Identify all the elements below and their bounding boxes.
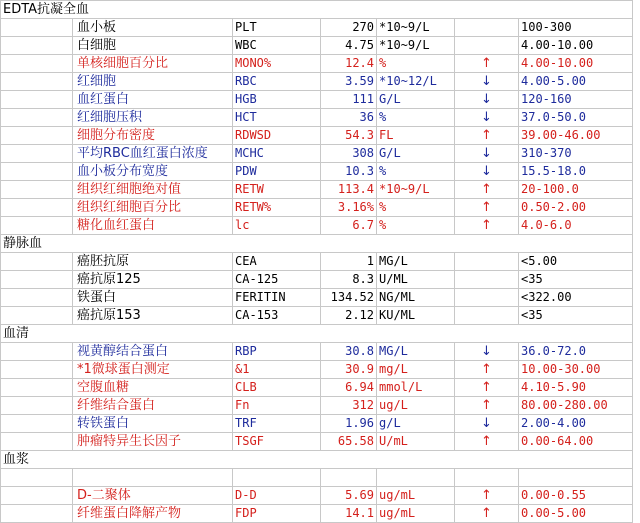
test-unit: [377, 469, 455, 487]
abnormal-flag: ↑: [455, 397, 519, 415]
reference-range: 0.50-2.00: [519, 199, 633, 217]
row-spacer-cell: [1, 55, 73, 73]
test-name: 组织红细胞绝对值: [73, 181, 233, 199]
test-unit: mg/L: [377, 361, 455, 379]
table-row: [1, 253, 633, 271]
test-name: 癌胚抗原: [73, 253, 233, 271]
table-row: [1, 271, 633, 289]
abnormal-flag: ↑: [455, 181, 519, 199]
row-spacer-cell: [1, 217, 73, 235]
abnormal-flag: [455, 289, 519, 307]
reference-range: 10.00-30.00: [519, 361, 633, 379]
row-spacer-cell: [1, 127, 73, 145]
reference-range: <322.00: [519, 289, 633, 307]
table-row: [1, 109, 633, 127]
row-spacer-cell: [1, 271, 73, 289]
abnormal-flag: ↓: [455, 343, 519, 361]
test-unit: %: [377, 199, 455, 217]
row-spacer-cell: [1, 199, 73, 217]
test-code: TSGF: [233, 433, 321, 451]
table-row: [1, 361, 633, 379]
test-code: D-D: [233, 487, 321, 505]
test-name: 血小板分布宽度: [73, 163, 233, 181]
test-code: CA-125: [233, 271, 321, 289]
abnormal-flag: [455, 469, 519, 487]
abnormal-flag: ↓: [455, 73, 519, 91]
test-name: 铁蛋白: [73, 289, 233, 307]
test-value: 30.9: [321, 361, 377, 379]
row-spacer-cell: [1, 487, 73, 505]
test-value: 2.12: [321, 307, 377, 325]
table-row: [1, 307, 633, 325]
row-spacer-cell: [1, 73, 73, 91]
test-unit: *10~9/L: [377, 37, 455, 55]
reference-range: 4.10-5.90: [519, 379, 633, 397]
test-code: &1: [233, 361, 321, 379]
test-code: Fn: [233, 397, 321, 415]
test-value: 65.58: [321, 433, 377, 451]
row-spacer-cell: [1, 181, 73, 199]
section-title: 血清: [1, 325, 633, 343]
row-spacer-cell: [1, 307, 73, 325]
test-name: 肿瘤特异生长因子: [73, 433, 233, 451]
table-row: [1, 181, 633, 199]
table-row: [1, 217, 633, 235]
test-code: [233, 469, 321, 487]
reference-range: 80.00-280.00: [519, 397, 633, 415]
abnormal-flag: [455, 271, 519, 289]
row-spacer-cell: [1, 343, 73, 361]
table-row: [1, 37, 633, 55]
test-name: 癌抗原125: [73, 271, 233, 289]
test-unit: ug/mL: [377, 505, 455, 523]
test-code: lc: [233, 217, 321, 235]
table-row: [1, 163, 633, 181]
test-name: 血红蛋白: [73, 91, 233, 109]
test-name: 癌抗原153: [73, 307, 233, 325]
test-name: 白细胞: [73, 37, 233, 55]
reference-range: <35: [519, 307, 633, 325]
test-unit: U/mL: [377, 433, 455, 451]
abnormal-flag: ↑: [455, 361, 519, 379]
test-name: D-二聚体: [73, 487, 233, 505]
test-unit: NG/ML: [377, 289, 455, 307]
reference-range: 39.00-46.00: [519, 127, 633, 145]
test-unit: %: [377, 55, 455, 73]
test-value: 134.52: [321, 289, 377, 307]
reference-range: 15.5-18.0: [519, 163, 633, 181]
test-unit: g/L: [377, 415, 455, 433]
abnormal-flag: ↑: [455, 127, 519, 145]
table-row: [1, 397, 633, 415]
test-name: 纤维蛋白降解产物: [73, 505, 233, 523]
reference-range: 37.0-50.0: [519, 109, 633, 127]
reference-range: <35: [519, 271, 633, 289]
test-code: CA-153: [233, 307, 321, 325]
test-code: CEA: [233, 253, 321, 271]
test-code: HCT: [233, 109, 321, 127]
test-unit: ug/mL: [377, 487, 455, 505]
test-value: 1.96: [321, 415, 377, 433]
test-unit: %: [377, 109, 455, 127]
row-spacer-cell: [1, 379, 73, 397]
test-value: 6.94: [321, 379, 377, 397]
test-value: 113.4: [321, 181, 377, 199]
test-unit: *10~12/L: [377, 73, 455, 91]
section-title: 血浆: [1, 451, 633, 469]
abnormal-flag: [455, 307, 519, 325]
test-unit: MG/L: [377, 253, 455, 271]
reference-range: 0.00-64.00: [519, 433, 633, 451]
table-row: [1, 487, 633, 505]
lab-results-body: [1, 1, 633, 523]
table-row: [1, 127, 633, 145]
table-row: [1, 289, 633, 307]
reference-range: 4.00-10.00: [519, 37, 633, 55]
reference-range: [519, 469, 633, 487]
test-code: CLB: [233, 379, 321, 397]
test-name: 红细胞: [73, 73, 233, 91]
test-value: 30.8: [321, 343, 377, 361]
section-title: 静脉血: [1, 235, 633, 253]
row-spacer-cell: [1, 397, 73, 415]
test-code: FDP: [233, 505, 321, 523]
test-unit: FL: [377, 127, 455, 145]
test-name: 组织红细胞百分比: [73, 199, 233, 217]
test-name: 视黄醇结合蛋白: [73, 343, 233, 361]
section-header-row: [1, 235, 633, 253]
test-value: 111: [321, 91, 377, 109]
test-code: HGB: [233, 91, 321, 109]
test-code: RBP: [233, 343, 321, 361]
table-row: [1, 91, 633, 109]
test-value: 10.3: [321, 163, 377, 181]
test-unit: G/L: [377, 145, 455, 163]
row-spacer-cell: [1, 505, 73, 523]
test-code: PDW: [233, 163, 321, 181]
test-unit: %: [377, 163, 455, 181]
table-row: [1, 415, 633, 433]
test-name: [73, 469, 233, 487]
test-name: 红细胞压积: [73, 109, 233, 127]
reference-range: 310-370: [519, 145, 633, 163]
abnormal-flag: ↓: [455, 91, 519, 109]
reference-range: 36.0-72.0: [519, 343, 633, 361]
abnormal-flag: ↑: [455, 505, 519, 523]
reference-range: <5.00: [519, 253, 633, 271]
test-unit: ug/L: [377, 397, 455, 415]
row-spacer-cell: [1, 163, 73, 181]
abnormal-flag: ↑: [455, 379, 519, 397]
table-row: [1, 505, 633, 523]
test-name: 纤维结合蛋白: [73, 397, 233, 415]
reference-range: 120-160: [519, 91, 633, 109]
reference-range: 4.0-6.0: [519, 217, 633, 235]
test-value: 3.16%: [321, 199, 377, 217]
test-unit: U/ML: [377, 271, 455, 289]
test-value: 6.7: [321, 217, 377, 235]
test-code: RDWSD: [233, 127, 321, 145]
test-code: MCHC: [233, 145, 321, 163]
test-name: 血小板: [73, 19, 233, 37]
test-name: 细胞分布密度: [73, 127, 233, 145]
test-code: RETW: [233, 181, 321, 199]
test-code: FERITIN: [233, 289, 321, 307]
test-unit: G/L: [377, 91, 455, 109]
table-row: [1, 145, 633, 163]
section-header-row: [1, 325, 633, 343]
test-unit: %: [377, 217, 455, 235]
abnormal-flag: [455, 253, 519, 271]
abnormal-flag: ↑: [455, 217, 519, 235]
reference-range: 20-100.0: [519, 181, 633, 199]
abnormal-flag: ↓: [455, 415, 519, 433]
test-code: WBC: [233, 37, 321, 55]
test-code: RBC: [233, 73, 321, 91]
row-spacer-cell: [1, 289, 73, 307]
test-value: 4.75: [321, 37, 377, 55]
test-code: RETW%: [233, 199, 321, 217]
test-name: 单核细胞百分比: [73, 55, 233, 73]
test-unit: *10~9/L: [377, 181, 455, 199]
abnormal-flag: ↑: [455, 487, 519, 505]
test-code: MONO%: [233, 55, 321, 73]
abnormal-flag: ↓: [455, 163, 519, 181]
row-spacer-cell: [1, 433, 73, 451]
test-value: 3.59: [321, 73, 377, 91]
table-row: [1, 19, 633, 37]
row-spacer-cell: [1, 109, 73, 127]
test-name: 糖化血红蛋白: [73, 217, 233, 235]
section-header-row: [1, 451, 633, 469]
abnormal-flag: ↑: [455, 433, 519, 451]
row-spacer-cell: [1, 37, 73, 55]
row-spacer-cell: [1, 91, 73, 109]
table-row: [1, 469, 633, 487]
reference-range: 0.00-5.00: [519, 505, 633, 523]
reference-range: 2.00-4.00: [519, 415, 633, 433]
reference-range: 4.00-10.00: [519, 55, 633, 73]
test-value: 308: [321, 145, 377, 163]
abnormal-flag: [455, 37, 519, 55]
test-value: [321, 469, 377, 487]
test-code: PLT: [233, 19, 321, 37]
test-unit: MG/L: [377, 343, 455, 361]
row-spacer-cell: [1, 469, 73, 487]
test-name: *1微球蛋白测定: [73, 361, 233, 379]
test-value: 1: [321, 253, 377, 271]
table-row: [1, 73, 633, 91]
test-value: 5.69: [321, 487, 377, 505]
row-spacer-cell: [1, 19, 73, 37]
test-value: 12.4: [321, 55, 377, 73]
row-spacer-cell: [1, 253, 73, 271]
test-name: 转铁蛋白: [73, 415, 233, 433]
abnormal-flag: [455, 19, 519, 37]
test-value: 270: [321, 19, 377, 37]
test-value: 36: [321, 109, 377, 127]
test-name: 空腹血糖: [73, 379, 233, 397]
reference-range: 100-300: [519, 19, 633, 37]
test-name: 平均RBC血红蛋白浓度: [73, 145, 233, 163]
section-title: EDTA抗凝全血: [1, 1, 633, 19]
abnormal-flag: ↓: [455, 109, 519, 127]
row-spacer-cell: [1, 145, 73, 163]
test-unit: *10~9/L: [377, 19, 455, 37]
table-row: [1, 343, 633, 361]
test-value: 54.3: [321, 127, 377, 145]
section-header-row: [1, 1, 633, 19]
row-spacer-cell: [1, 415, 73, 433]
abnormal-flag: ↑: [455, 55, 519, 73]
reference-range: 4.00-5.00: [519, 73, 633, 91]
abnormal-flag: ↓: [455, 145, 519, 163]
table-row: [1, 379, 633, 397]
test-value: 8.3: [321, 271, 377, 289]
table-row: [1, 55, 633, 73]
test-value: 14.1: [321, 505, 377, 523]
test-code: TRF: [233, 415, 321, 433]
table-row: [1, 433, 633, 451]
table-row: [1, 199, 633, 217]
row-spacer-cell: [1, 361, 73, 379]
test-unit: KU/ML: [377, 307, 455, 325]
test-value: 312: [321, 397, 377, 415]
reference-range: 0.00-0.55: [519, 487, 633, 505]
test-unit: mmol/L: [377, 379, 455, 397]
abnormal-flag: ↑: [455, 199, 519, 217]
